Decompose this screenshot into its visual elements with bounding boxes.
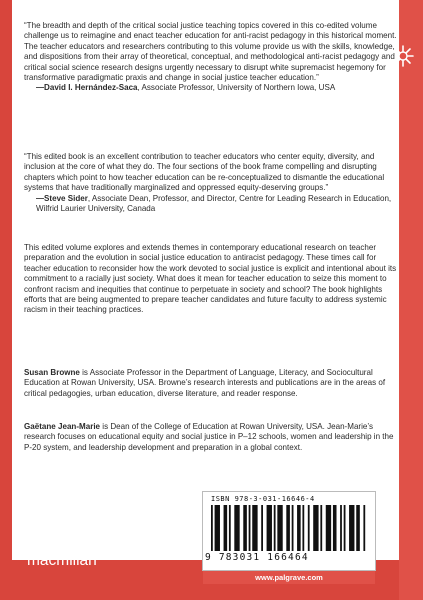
book-description (24, 243, 397, 316)
barcode-bar (252, 505, 257, 551)
barcode-bar (234, 505, 239, 551)
endorsement-quote-2 (24, 152, 397, 214)
barcode-bar (320, 505, 322, 551)
barcode-bar (274, 505, 276, 551)
barcode-bar (326, 505, 331, 551)
quote-affiliation: , Associate Dean, Professor, and Director, Centre for Leading Research in Education, Wilfrid Laurier University, Canada (36, 193, 392, 214)
editor-bio-1 (24, 368, 397, 399)
barcode-bar (267, 505, 272, 551)
bio-name: Susan Browne (24, 368, 80, 377)
publisher-line-1: palgrave (27, 535, 87, 552)
barcode-bar (313, 505, 318, 551)
barcode-bar (333, 505, 337, 551)
barcode-bar (277, 505, 282, 551)
barcode-bar (344, 505, 346, 551)
barcode-bar (356, 505, 360, 551)
barcode-bar (363, 505, 365, 551)
barcode-bar (211, 505, 213, 551)
quote-text: “The breadth and depth of the critical social justice teaching topics covered in this co-edited volume challenge us to reimagine and enact teacher education for anti-racist pedagogy in this historical moment. The teacher educators and researchers contributing to this volume provide us with the skills, knowledge, and dispositions from their array of theoretical, conceptual, and methodological anti-racist pedagogy and critical social science research designs urgently necessary to disrupt white supremacist hegemony for transformative paradigmatic praxis and change in social justice teacher education.” (24, 21, 397, 83)
isbn-barcode (202, 491, 376, 571)
barcode-bar (308, 505, 310, 551)
barcode-bar (349, 505, 354, 551)
barcode-bar (292, 505, 294, 551)
bio-name: Gaëtane Jean-Marie (24, 422, 101, 431)
spine-strip (399, 0, 423, 600)
quote-author: —Steve Sider (36, 193, 88, 203)
publisher-url[interactable]: www.palgrave.com (203, 571, 375, 584)
barcode-bars (211, 505, 367, 551)
barcode-bar (340, 505, 342, 551)
bio-text: is Dean of the College of Education at Rowan University, USA. Jean-Marie’s research focuses on educational equity and social justice in P–12 schools, women and leadership in the P-20 system, and leadership development and preparation in a global context. (24, 422, 394, 452)
barcode-bar (224, 505, 228, 551)
barcode-bar (261, 505, 263, 551)
quote-affiliation: , Associate Professor, University of Northern Iowa, USA (137, 83, 336, 93)
quote-text: “This edited book is an excellent contribution to teacher educators who center equity, diversity, and inclusion at the core of what they do. The four sections of the book frame compelling and disrupting chapters which point to how teacher education can be re-conceptualized to dismantle the educational systems that have traditionally marginalized and oppressed equity-deserving groups.” (24, 152, 385, 193)
barcode-bar (297, 505, 301, 551)
publisher-logo (27, 535, 97, 569)
barcode-bar (215, 505, 220, 551)
description-text: This edited volume explores and extends themes in contemporary educational research on teacher preparation and the evolution in social justice education to antiracist pedagogy. These times call for teacher education to reconsider how the work devoted to social justice is explicit and intentional about its commitment to a racially just society. What does it mean for teacher education to seize this moment to confront racism and inequities that continue to perpetuate in society and school? The book highlights efforts that are being augmented to prepare teacher candidates and future faculty to address systemic racism in their teaching practices. (24, 243, 397, 315)
isbn-digits: 9 783031 166464 (205, 552, 309, 563)
editor-bio-2 (24, 422, 397, 453)
barcode-bar (302, 505, 304, 551)
endorsement-quote-1 (24, 21, 397, 94)
quote-author: —David I. Hernández-Saca (36, 83, 138, 93)
quote-attribution (24, 83, 397, 93)
isbn-label: ISBN 978-3-031-16646-4 (211, 495, 315, 503)
barcode-bar (286, 505, 290, 551)
publisher-line-2: macmillan (27, 552, 97, 569)
bio-text: is Associate Professor in the Department of Language, Literacy, and Sociocultural Education at Rowan University, USA. Browne’s research interests and publications are in the areas of critical pedagogies, urban education, diverse literature, and reader response. (24, 368, 386, 398)
quote-attribution (24, 194, 397, 215)
bio-paragraph (24, 422, 397, 453)
bio-paragraph (24, 368, 397, 399)
barcode-bar (249, 505, 251, 551)
barcode-bar (229, 505, 231, 551)
barcode-bar (243, 505, 247, 551)
